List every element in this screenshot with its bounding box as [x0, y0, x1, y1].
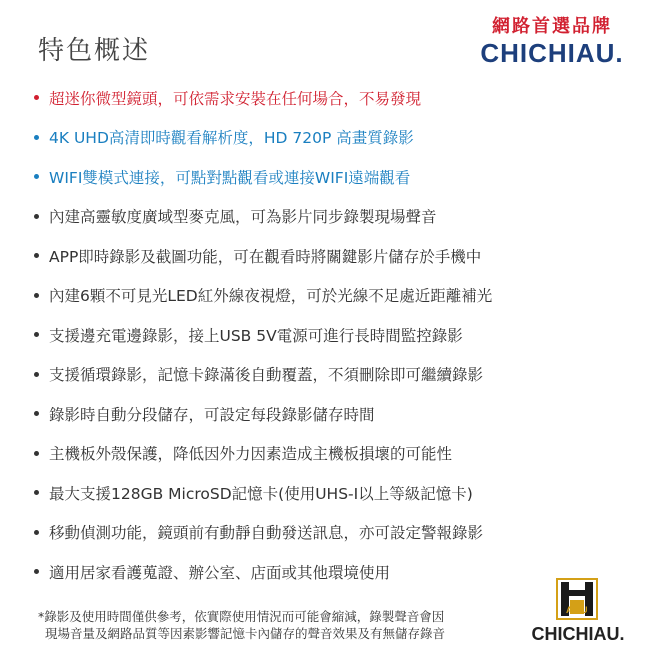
- bullet-icon: [34, 530, 39, 535]
- bullet-icon: [34, 293, 39, 298]
- brand-logo: CHICHIAU.: [480, 38, 624, 68]
- feature-item: [34, 236, 634, 276]
- feature-item: [34, 315, 634, 355]
- feature-text: 主機板外殼保護，降低因外力因素造成主機板損壞的可能性: [49, 445, 453, 464]
- footer-brand-text: CHICHIAU.: [531, 624, 625, 644]
- bullet-icon: [34, 451, 39, 456]
- feature-text: 適用居家看護蒐證、辦公室、店面或其他環境使用: [49, 563, 391, 582]
- feature-text: APP即時錄影及截圖功能，可在觀看時將關鍵影片儲存於手機中: [49, 247, 482, 266]
- feature-text: 內建高靈敏度廣域型麥克風，可為影片同步錄製現場聲音: [49, 208, 437, 227]
- bullet-icon: [34, 490, 39, 495]
- bullet-icon: [34, 253, 39, 258]
- feature-item: [34, 78, 634, 118]
- bullet-icon: [34, 95, 39, 100]
- feature-text: 移動偵測功能，鏡頭前有動靜自動發送訊息，亦可設定警報錄影: [49, 524, 484, 543]
- feature-text: 超迷你微型鏡頭，可依需求安裝在任何場合，不易發現: [49, 89, 422, 108]
- chichiau-logo-icon: [556, 578, 598, 620]
- feature-text: 內建6顆不可見光LED紅外線夜視燈，可於光線不足處近距離補光: [49, 287, 493, 306]
- feature-list: [34, 78, 634, 592]
- feature-item: [34, 552, 634, 592]
- feature-text: 錄影時自動分段儲存，可設定每段錄影儲存時間: [49, 405, 375, 424]
- feature-item: [34, 157, 634, 197]
- footnote: [38, 608, 518, 642]
- brand-banner: [470, 12, 634, 74]
- page-title: 特色概述: [38, 36, 151, 66]
- feature-text: 最大支援128GB MicroSD記憶卡(使用UHS-I以上等級記憶卡): [49, 484, 473, 503]
- brand-slogan: 網路首選品牌: [492, 16, 612, 37]
- feature-item: [34, 394, 634, 434]
- footnote-line-1: *錄影及使用時間僅供參考，依實際使用情況而可能會縮減，錄製聲音會因: [38, 609, 445, 624]
- feature-item: [34, 276, 634, 316]
- svg-text:A: A: [566, 605, 573, 615]
- feature-item: [34, 197, 634, 237]
- feature-item: [34, 355, 634, 395]
- feature-text: 支援邊充電邊錄影，接上USB 5V電源可進行長時間監控錄影: [49, 326, 463, 345]
- bullet-icon: [34, 214, 39, 219]
- bullet-icon: [34, 372, 39, 377]
- feature-text: 支援循環錄影，記憶卡錄滿後自動覆蓋，不須刪除即可繼續錄影: [49, 366, 484, 385]
- bullet-icon: [34, 332, 39, 337]
- feature-item: [34, 473, 634, 513]
- feature-text: 4K UHD高清即時觀看解析度，HD 720P 高畫質錄影: [49, 129, 414, 148]
- feature-item: [34, 118, 634, 158]
- bullet-icon: [34, 174, 39, 179]
- bullet-icon: [34, 411, 39, 416]
- bullet-icon: [34, 135, 39, 140]
- svg-text:U: U: [581, 605, 588, 615]
- feature-item: [34, 434, 634, 474]
- footnote-line-2: 現場音量及網路品質等因素影響記憶卡內儲存的聲音效果及有無儲存錄音: [45, 626, 446, 641]
- bullet-icon: [34, 569, 39, 574]
- feature-text: WIFI雙模式連接，可點對點觀看或連接WIFI遠端觀看: [49, 168, 411, 187]
- feature-item: [34, 513, 634, 553]
